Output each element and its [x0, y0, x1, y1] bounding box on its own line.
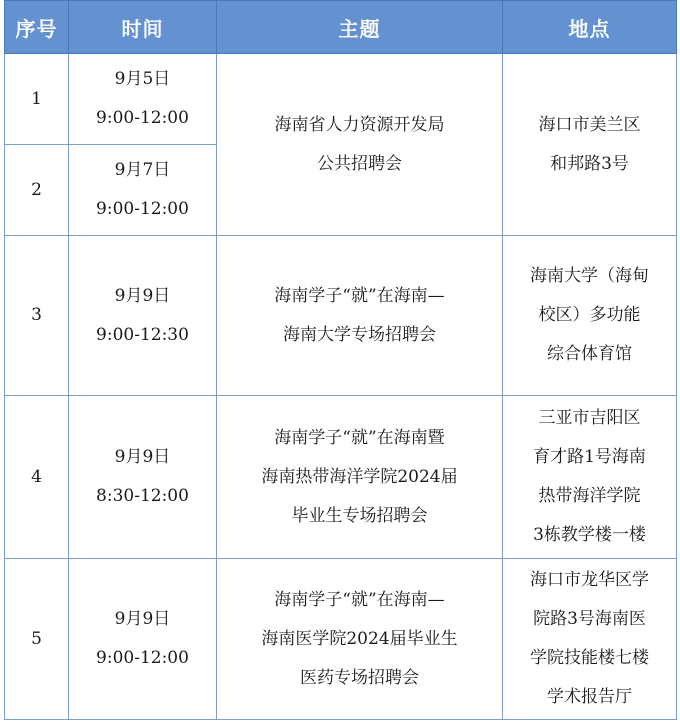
header-location: 地点 — [503, 1, 677, 54]
time-cell — [69, 559, 217, 720]
date-text: 9月5日 — [114, 69, 171, 89]
location-line: 海口市龙华区学 — [530, 570, 649, 590]
row-number: 3 — [5, 236, 69, 396]
table-row — [5, 559, 677, 720]
topic-line: 海南医学院2024届毕业生 — [261, 628, 458, 649]
topic-cell — [217, 236, 503, 396]
header-number: 序号 — [5, 1, 69, 54]
location-line: 热带海洋学院 — [538, 486, 641, 506]
topic-line: 毕业生专场招聘会 — [291, 505, 428, 526]
location-line: 院路3号海南医 — [533, 609, 646, 629]
table-row — [5, 54, 677, 145]
date-text: 9月9日 — [114, 285, 171, 306]
location-line: 学术报告厅 — [547, 687, 632, 707]
topic-line: 海南学子“就”在海南— — [274, 589, 445, 610]
topic-line: 海南学子“就”在海南— — [274, 285, 445, 306]
topic-line: 海南学子“就”在海南暨 — [274, 427, 445, 448]
date-text: 9月9日 — [114, 609, 171, 629]
location-line: 海口市美兰区 — [538, 114, 641, 135]
time-cell — [69, 145, 217, 236]
location-line: 三亚市吉阳区 — [538, 408, 641, 428]
topic-line: 海南热带海洋学院2024届 — [261, 466, 458, 487]
location-cell — [503, 54, 677, 236]
topic-line: 海南大学专场招聘会 — [283, 324, 436, 345]
date-text: 9月7日 — [114, 160, 171, 180]
time-cell — [69, 396, 217, 559]
topic-line: 公共招聘会 — [317, 153, 402, 174]
row-number: 2 — [5, 145, 69, 236]
row-number: 5 — [5, 559, 69, 720]
row-number: 4 — [5, 396, 69, 559]
topic-line: 海南省人力资源开发局 — [274, 114, 445, 135]
topic-cell — [217, 54, 503, 236]
location-line: 3栋教学楼一楼 — [533, 525, 646, 545]
time-text: 9:00-12:30 — [96, 324, 189, 345]
location-line: 学院技能楼七楼 — [530, 648, 649, 668]
time-text: 9:00-12:00 — [96, 199, 189, 219]
row-number: 1 — [5, 54, 69, 145]
table-row — [5, 236, 677, 396]
table-row — [5, 396, 677, 559]
location-cell — [503, 396, 677, 559]
time-text: 9:00-12:00 — [96, 648, 189, 668]
time-cell — [69, 54, 217, 145]
header-time: 时间 — [69, 1, 217, 54]
topic-cell — [217, 559, 503, 720]
location-cell — [503, 236, 677, 396]
topic-line: 医药专场招聘会 — [300, 667, 419, 688]
topic-cell — [217, 396, 503, 559]
job-fair-schedule-table — [4, 0, 677, 720]
location-line: 校区）多功能 — [538, 305, 641, 325]
location-line: 海南大学（海甸 — [530, 266, 649, 286]
location-line: 综合体育馆 — [547, 344, 632, 364]
time-text: 9:00-12:00 — [96, 108, 189, 128]
time-cell — [69, 236, 217, 396]
location-line: 和邦路3号 — [550, 153, 629, 174]
header-topic: 主题 — [217, 1, 503, 54]
header-row — [5, 1, 677, 54]
time-text: 8:30-12:00 — [96, 486, 189, 506]
location-line: 育才路1号海南 — [533, 447, 646, 467]
location-cell — [503, 559, 677, 720]
date-text: 9月9日 — [114, 447, 171, 467]
